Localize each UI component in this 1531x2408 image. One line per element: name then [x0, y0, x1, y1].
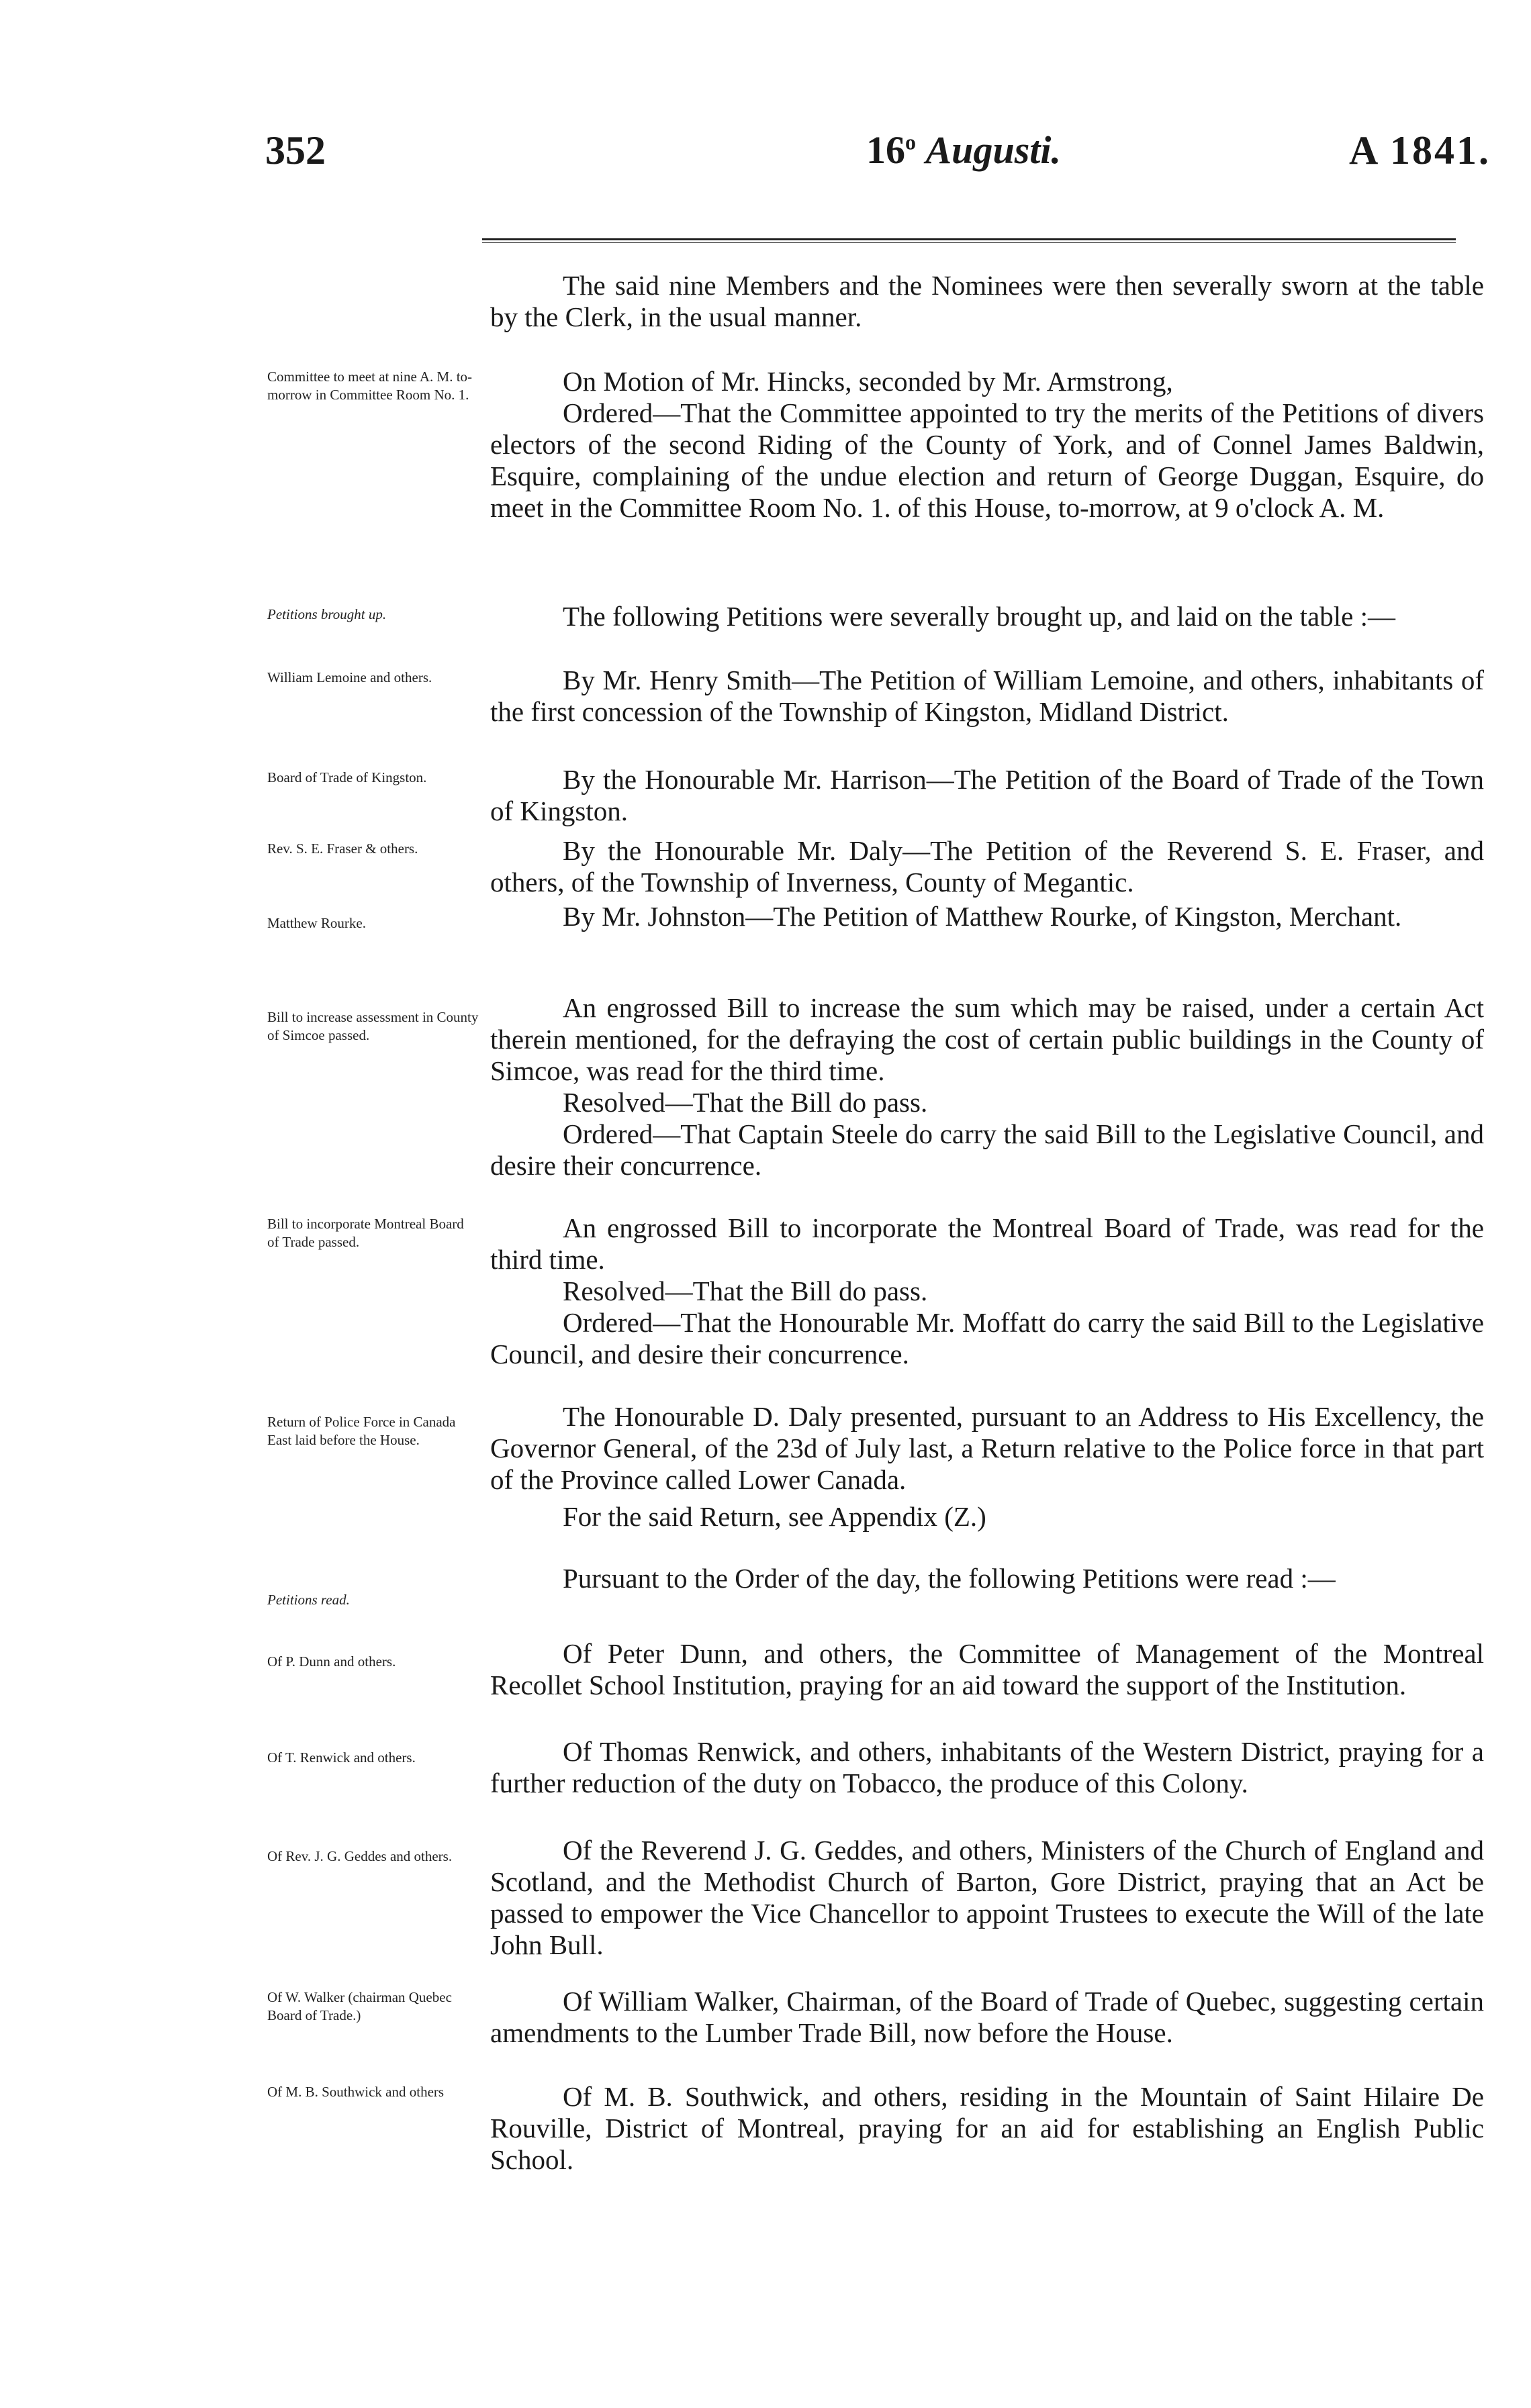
header-year: A 1841. [1348, 128, 1491, 173]
margin-note: Return of Police Force in Canada East laid before the House. [267, 1414, 456, 1448]
paragraph-petition-board-kingston: By the Honourable Mr. Harrison—The Petition of the Board of Trade of the Town of Kingston. [490, 764, 1484, 826]
paragraph-motion: On Motion of Mr. Hincks, seconded by Mr. Armstrong, Ordered—That the Committee appointed to try the merits of the Petitions of divers electors of the second Riding of the County of York, and of Connel James Baldwin, Esquire, complaining of the undue election and return of George Duggan, Esquire, do meet in the Committee Room No. 1. of this House, to-morrow, at 9 o'clock A. M. [490, 366, 1484, 523]
paragraph-members-sworn: The said nine Members and the Nominees were then severally sworn at the table by the Clerk, in the usual manner. [490, 270, 1484, 332]
header-date [866, 128, 1061, 173]
paragraph-petition-lemoine: By Mr. Henry Smith—The Petition of William Lemoine, and others, inhabitants of the first concession of the Township of Kingston, Midland District. [490, 665, 1484, 727]
margin-note: Of Rev. J. G. Geddes and others. [267, 1848, 453, 1864]
margin-note: Of M. B. Southwick and others [267, 2084, 445, 2100]
margin-note: Of P. Dunn and others. [267, 1653, 396, 1670]
paragraph-petition-walker: Of William Walker, Chairman, of the Board of Trade of Quebec, suggesting certain amendments to the Lumber Trade Bill, now before the House. [490, 1986, 1484, 2048]
margin-note: Committee to meet at nine A. M. to-morrow in Committee Room No. 1. [267, 369, 473, 403]
paragraph-order-of-day: Pursuant to the Order of the day, the following Petitions were read :— [563, 1563, 1336, 1594]
margin-note: Of T. Renwick and others. [267, 1749, 416, 1766]
margin-note: Petitions brought up. [267, 606, 387, 622]
margin-note: Rev. S. E. Fraser & others. [267, 840, 418, 857]
paragraph-simcoe-bill: An engrossed Bill to increase the sum which may be raised, under a certain Act therein mentioned, for the defraying the cost of certain public buildings in the County of Simcoe, was read for the third time. Resolved—That the Bill do pass. Ordered—That Captain Steele do carry the said Bill to the Legislative Council, and desire their concurrence. [490, 992, 1484, 1181]
margin-note: Of W. Walker (chairman Quebec Board of Trade.) [267, 1989, 452, 2023]
paragraph-petition-renwick: Of Thomas Renwick, and others, inhabitants of the Western District, praying for a further reduction of the duty on Tobacco, the produce of this Colony. [490, 1736, 1484, 1798]
header-day: 16 [866, 128, 905, 172]
page-number: 352 [265, 128, 326, 173]
margin-note: Matthew Rourke. [267, 915, 366, 931]
paragraph-montreal-bill: An engrossed Bill to incorporate the Montreal Board of Trade, was read for the third time. Resolved—That the Bill do pass. Ordered—That the Honourable Mr. Moffatt do carry the said Bill to the Legislative Council, and desire their concurrence. [490, 1212, 1484, 1369]
paragraph-petition-southwick: Of M. B. Southwick, and others, residing in the Mountain of Saint Hilaire De Rouville, District of Montreal, praying for an aid for establishing an English Public School. [490, 2081, 1484, 2175]
header-month: Augusti. [925, 128, 1061, 172]
header-day-suffix: o [905, 130, 916, 154]
paragraph-police-return: The Honourable D. Daly presented, pursuant to an Address to His Excellency, the Governor General, of the 23d of July last, a Return relative to the Police force in that part of the Province called Lower Canada. For the said Return, see Appendix (Z.) [490, 1401, 1484, 1532]
margin-note: Petitions read. [267, 1592, 350, 1608]
paragraph-petition-fraser: By the Honourable Mr. Daly—The Petition of the Reverend S. E. Fraser, and others, of the Township of Inverness, County of Megantic. [490, 835, 1484, 898]
paragraph-petition-dunn: Of Peter Dunn, and others, the Committee of Management of the Montreal Recollet School Institution, praying for an aid toward the support of the Institution. [490, 1638, 1484, 1700]
header-rule [482, 238, 1456, 243]
paragraph-petition-geddes: Of the Reverend J. G. Geddes, and others, Ministers of the Church of England and Scotland, and the Methodist Church of Barton, Gore District, praying that an Act be passed to empower the Vice Chancellor to appoint Trustees to execute the Will of the late John Bull. [490, 1835, 1484, 1960]
margin-note: Bill to incorporate Montreal Board of Trade passed. [267, 1216, 464, 1250]
margin-note: Bill to increase assessment in County of Simcoe passed. [267, 1009, 479, 1043]
margin-note: William Lemoine and others. [267, 669, 432, 685]
page-header [265, 128, 1491, 201]
margin-note: Board of Trade of Kingston. [267, 769, 427, 785]
paragraph-petition-rourke: By Mr. Johnston—The Petition of Matthew Rourke, of Kingston, Merchant. [563, 901, 1402, 932]
paragraph-petitions-brought-up: The following Petitions were severally brought up, and laid on the table :— [563, 601, 1395, 632]
